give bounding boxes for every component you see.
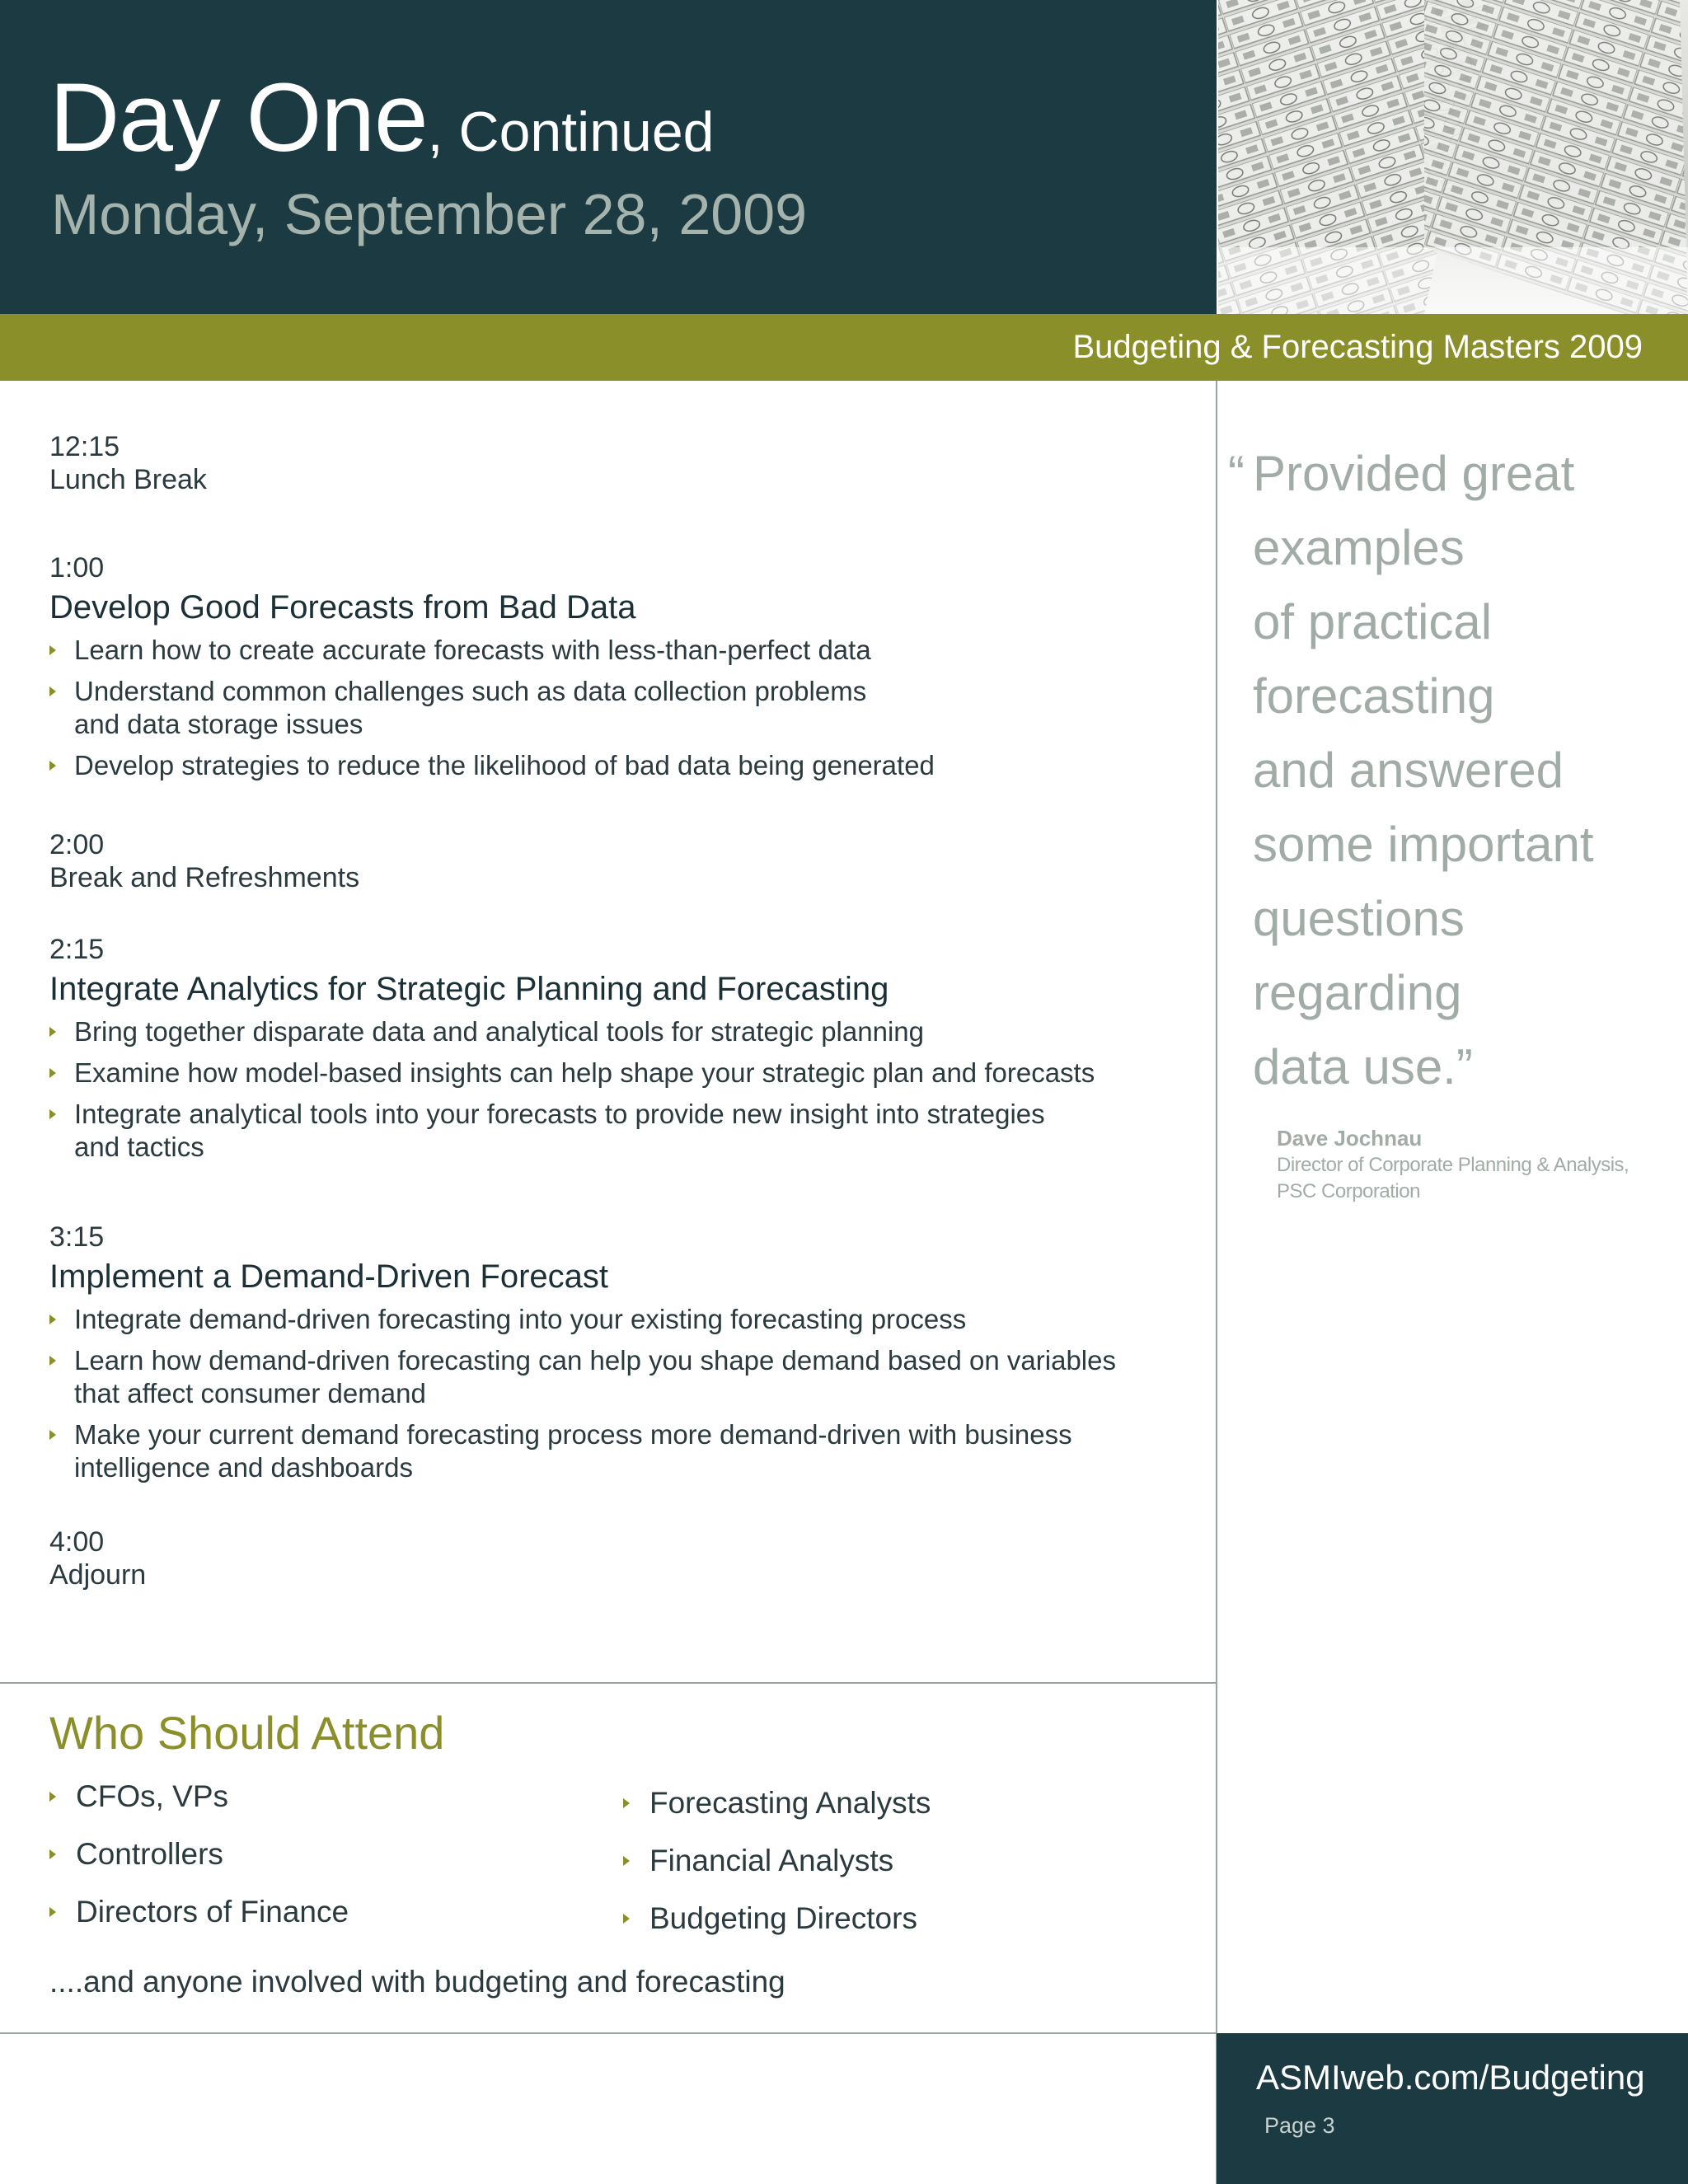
session-time: 1:00 [49, 552, 105, 583]
title-suffix: , Continued [427, 101, 715, 163]
attendee-item: Controllers [49, 1825, 349, 1883]
page-number: Page 3 [1264, 2113, 1335, 2138]
bullet-triangle-icon [623, 1856, 630, 1866]
bullet-triangle-icon [49, 1849, 56, 1859]
session-title: Implement a Demand-Driven Forecast [49, 1258, 609, 1295]
bullet-item: Learn how to create accurate forecasts with less-than-perfect data [49, 634, 1154, 667]
schedule-item [49, 1526, 1154, 1591]
footer-box [1217, 2033, 1688, 2184]
bullet-triangle-icon [623, 1798, 630, 1808]
bullet-item: Learn how demand-driven forecasting can help you shape demand based on variables that affect consumer demand [49, 1344, 1154, 1410]
quote-line: data use.” [1253, 1039, 1473, 1094]
schedule-item [49, 933, 1154, 1172]
bullet-triangle-icon [49, 1356, 56, 1366]
event-date: Monday, September 28, 2009 [51, 182, 808, 246]
bullet-item: Examine how model-based insights can help shape your strategic plan and forecasts [49, 1057, 1154, 1090]
event-band [0, 314, 1688, 381]
session-time: 2:00 [49, 829, 105, 860]
quote-line: questions [1253, 891, 1465, 946]
who-should-attend-heading: Who Should Attend [49, 1707, 445, 1759]
bullet-triangle-icon [49, 1907, 56, 1917]
section-divider-bottom [0, 2032, 1217, 2034]
session-label: Adjourn [49, 1559, 147, 1591]
session-title: Develop Good Forecasts from Bad Data [49, 589, 636, 626]
session-bullets [49, 634, 1154, 782]
schedule-item [49, 551, 1154, 790]
banknotes-photo [1218, 0, 1688, 314]
attendee-footer-note: ....and anyone involved with budgeting and forecasting [49, 1965, 785, 1999]
website-link[interactable]: ASMIweb.com/Budgeting [1256, 2058, 1645, 2097]
session-label: Break and Refreshments [49, 862, 360, 893]
bullet-triangle-icon [49, 645, 56, 655]
schedule-item [49, 1221, 1154, 1493]
quote-line: regarding [1253, 965, 1462, 1020]
bullet-item: Integrate analytical tools into your forecasts to provide new insight into strategies and tactics [49, 1098, 1154, 1164]
attendee-item: CFOs, VPs [49, 1768, 349, 1825]
attendee-item: Directors of Finance [49, 1883, 349, 1941]
event-name: Budgeting & Forecasting Masters 2009 [1072, 329, 1643, 365]
session-bullets [49, 1303, 1154, 1484]
header-banner [0, 0, 1217, 314]
bullet-triangle-icon [49, 1430, 56, 1440]
quote-line: of practical [1253, 594, 1493, 649]
bullet-item: Make your current demand forecasting process more demand-driven with business intelligence and dashboards [49, 1418, 1154, 1484]
session-title: Integrate Analytics for Strategic Planning and Forecasting [49, 971, 889, 1007]
bullet-triangle-icon [49, 1027, 56, 1037]
session-time: 3:15 [49, 1221, 105, 1253]
title-main-text: Day One [49, 63, 428, 172]
session-bullets [49, 1015, 1154, 1164]
bullet-item: Bring together disparate data and analytical tools for strategic planning [49, 1015, 1154, 1048]
bullet-item: Understand common challenges such as data collection problems and data storage issues [49, 675, 1154, 741]
bullet-triangle-icon [49, 761, 56, 771]
attribution-title: Director of Corporate Planning & Analysis, [1277, 1154, 1629, 1176]
section-divider-top [0, 1682, 1217, 1684]
quote-line: “ Provided great [1253, 437, 1665, 511]
bullet-triangle-icon [49, 1315, 56, 1324]
session-time: 2:15 [49, 934, 105, 965]
quote-attribution [1277, 1124, 1681, 1205]
bullet-triangle-icon [49, 1068, 56, 1078]
bullet-triangle-icon [49, 687, 56, 696]
bullet-triangle-icon [623, 1914, 630, 1924]
page-title [49, 64, 714, 185]
quote-line: some important [1253, 817, 1594, 872]
testimonial-quote [1228, 437, 1665, 1104]
attendee-item: Budgeting Directors [623, 1890, 931, 1947]
bullet-item: Integrate demand-driven forecasting into your existing forecasting process [49, 1303, 1154, 1336]
attendee-item: Forecasting Analysts [623, 1774, 931, 1832]
column-divider [1216, 381, 1217, 2184]
session-time: 4:00 [49, 1526, 105, 1558]
session-time: 12:15 [49, 431, 120, 462]
open-quote-mark: “ [1228, 446, 1245, 501]
quote-line: and answered [1253, 743, 1564, 798]
bullet-triangle-icon [49, 1792, 56, 1802]
session-label: Lunch Break [49, 464, 207, 495]
attendee-list-left [49, 1768, 349, 1941]
attribution-company: PSC Corporation [1277, 1180, 1420, 1202]
schedule-item [49, 828, 1154, 894]
attribution-name: Dave Jochnau [1277, 1126, 1423, 1151]
bullet-triangle-icon [49, 1109, 56, 1119]
quote-line: forecasting [1253, 668, 1495, 724]
attendee-item: Financial Analysts [623, 1832, 931, 1890]
schedule-item [49, 430, 1154, 496]
bullet-item: Develop strategies to reduce the likelihood of bad data being generated [49, 749, 1154, 782]
quote-line: examples [1253, 520, 1465, 575]
attendee-list-right [623, 1774, 931, 1947]
